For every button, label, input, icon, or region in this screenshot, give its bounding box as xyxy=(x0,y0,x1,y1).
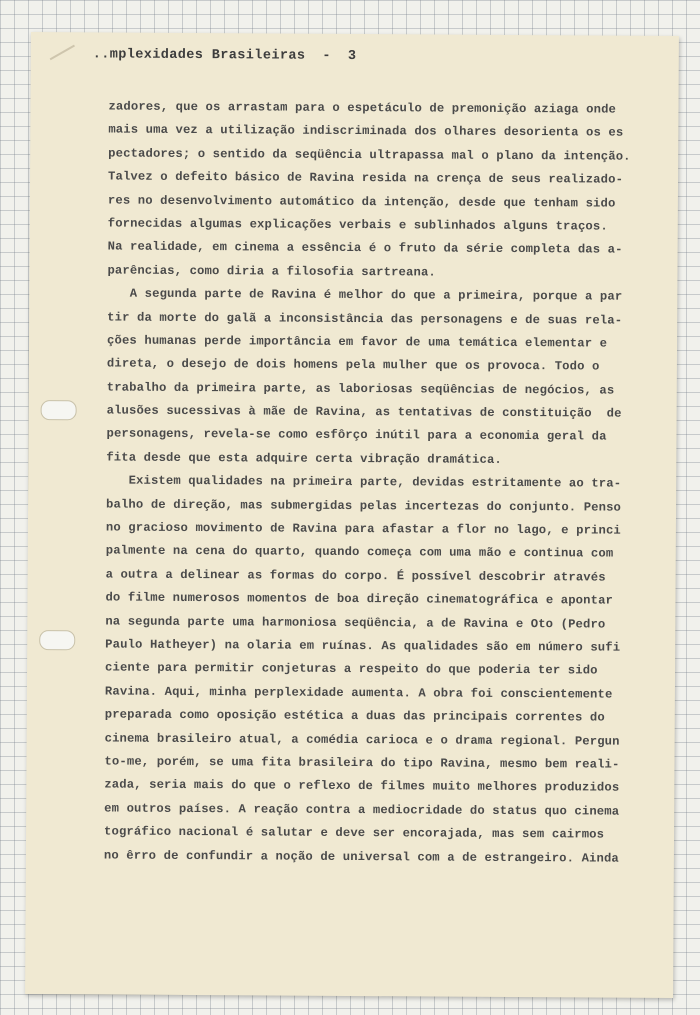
text-line: balho de direção, mas submergidas pelas incertezas do conjunto. Penso xyxy=(106,497,622,515)
text-line: A segunda parte de Ravina é melhor do que a primeira, porque a par xyxy=(107,286,623,304)
text-line: to-me, porém, se uma fita brasileira do tipo Ravina, mesmo bem reali- xyxy=(104,754,620,772)
text-line: fornecidas algumas explicações verbais e sublinhados alguns traços. xyxy=(107,216,608,234)
text-line: personagens, revela-se como esfôrço inútil para a economia geral da xyxy=(106,426,607,445)
typewritten-page xyxy=(25,32,679,998)
text-line: Paulo Hatheyer) na olaria em ruínas. As qualidades são em número sufi xyxy=(105,637,621,655)
text-line: Existem qualidades na primeira parte, devidas estritamente ao tra- xyxy=(106,473,622,491)
text-line: tir da morte do galã a inconsistância das personagens e de suas rela- xyxy=(107,310,623,328)
text-line: do filme numerosos momentos de boa direção cinematográfica e apontar xyxy=(105,590,614,608)
text-line: parências, como diria a filosofia sartreana. xyxy=(107,263,436,280)
text-line: alusões sucessivas à mãe de Ravina, as tentativas de constituição de xyxy=(106,403,622,421)
text-line: Ravina. Aqui, minha perplexidade aumenta. A obra foi conscientemente xyxy=(104,684,613,702)
text-line: cinema brasileiro atual, a comédia carioca e o drama regional. Pergun xyxy=(104,731,620,749)
text-line: a outra a delinear as formas do corpo. É possível descobrir através xyxy=(105,567,606,585)
text-line: tográfico nacional é salutar e deve ser encorajada, mas sem cairmos xyxy=(104,824,605,842)
text-line: em outros países. A reação contra a mediocridade do status quo cinema xyxy=(104,801,620,819)
text-line: res no desenvolvimento automático da intenção, desde que tenham sido xyxy=(107,193,616,211)
text-line: preparada como oposição estética a duas das principais correntes do xyxy=(104,707,605,725)
text-line: fita desde que esta adquire certa vibração dramática. xyxy=(106,450,502,467)
text-line: zadores, que os arrastam para o espetáculo de premonição aziaga onde xyxy=(108,99,617,117)
text-line: na segunda parte uma harmoniosa seqüência, a de Ravina e Oto (Pedro xyxy=(105,614,606,632)
torn-corner xyxy=(50,45,84,76)
text-line: pectadores; o sentido da seqüência ultrapassa mal o plano da intenção. xyxy=(108,146,631,164)
text-line: palmente na cena do quarto, quando começa com uma mão e continua com xyxy=(105,543,614,562)
body-text xyxy=(104,96,669,871)
punch-hole xyxy=(39,630,75,650)
text-line: Na realidade, em cinema a essência é o fruto da série completa das a- xyxy=(107,239,623,257)
text-line: trabalho da primeira parte, as laboriosas seqüências de negócios, as xyxy=(106,380,615,398)
text-line: Talvez o defeito básico de Ravina resida na crença de seus realizado- xyxy=(108,169,624,187)
text-line: zada, seria mais do que o reflexo de filmes muito melhores produzidos xyxy=(104,777,620,795)
text-line: direta, o desejo de dois homens pela mulher que os provoca. Todo o xyxy=(106,356,600,374)
page-header: ..mplexidades Brasileiras - 3 xyxy=(92,47,357,65)
punch-hole xyxy=(41,400,77,420)
text-line: no êrro de confundir a noção de universal com a de estrangeiro. Ainda xyxy=(103,847,619,866)
text-line: mais uma vez a utilização indiscriminada dos olhares desorienta os es xyxy=(108,122,624,141)
text-line: ções humanas perde importância em favor de uma temática elementar e xyxy=(107,333,608,351)
text-line: ciente para permitir conjeturas a respeito do que poderia ter sido xyxy=(105,660,598,678)
text-line: no gracioso movimento de Ravina para afastar a flor no lago, e princi xyxy=(105,520,621,538)
